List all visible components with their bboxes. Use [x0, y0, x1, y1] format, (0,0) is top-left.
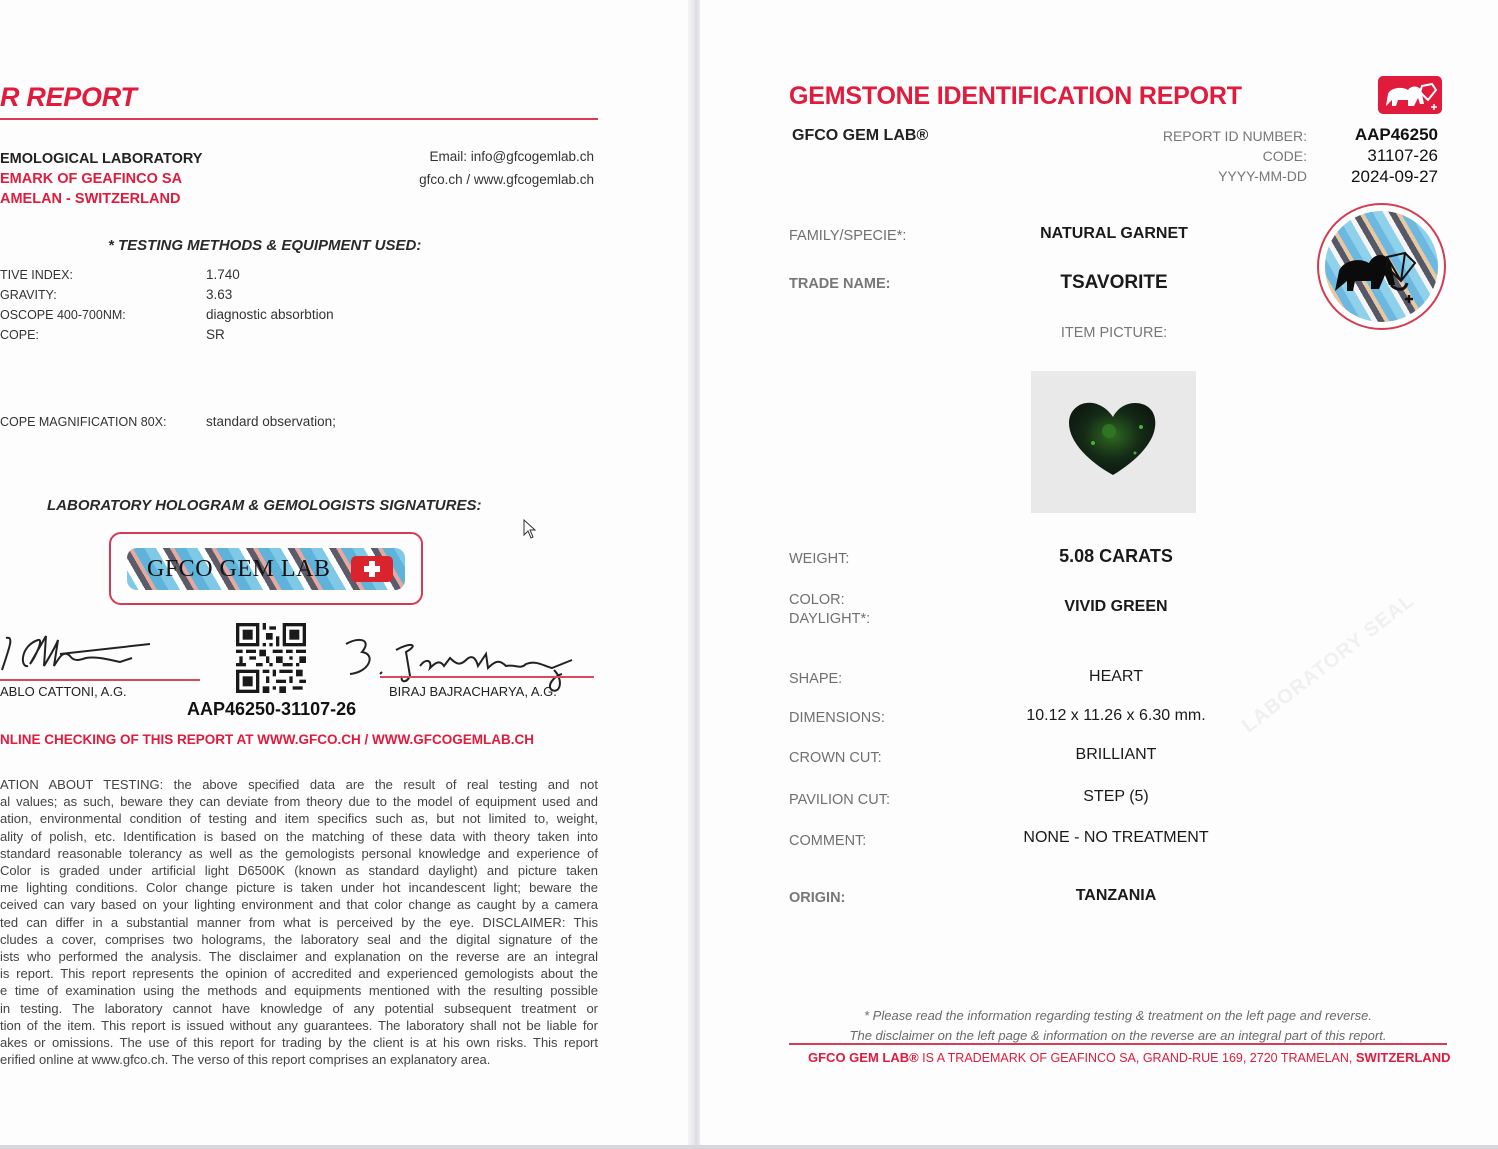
disclaimer-line: tion of the item. This report is issued without any guarantees. The laboratory shall not be liable for	[0, 1017, 598, 1033]
testing-heading: * TESTING METHODS & EQUIPMENT USED:	[108, 237, 422, 254]
contact-web: gfco.ch / www.gfcogemlab.ch	[419, 172, 594, 187]
report-title: GEMSTONE IDENTIFICATION REPORT	[789, 82, 1242, 110]
lab-line-3: AMELAN - SWITZERLAND	[0, 191, 181, 207]
qr-code[interactable]	[234, 623, 308, 693]
code-value: 31107-26	[1367, 146, 1438, 165]
gemologist-1-name: ABLO CATTONI, A.G.	[0, 684, 127, 699]
elephant-logo-icon	[1378, 76, 1442, 114]
comment-label: COMMENT:	[789, 833, 867, 849]
trade-name-value: TSAVORITE	[1060, 272, 1168, 293]
online-check-link[interactable]: NLINE CHECKING OF THIS REPORT AT WWW.GFCO.CH / WWW.GFCOGEMLAB.CH	[0, 732, 534, 747]
swiss-flag-icon	[351, 556, 393, 582]
footer-divider	[789, 1043, 1447, 1045]
report-code: AAP46250-31107-26	[187, 699, 357, 719]
heart-gem-icon	[1031, 371, 1196, 513]
test-label: OSCOPE 400-700NM:	[0, 308, 126, 322]
weight-label: WEIGHT:	[789, 551, 850, 567]
item-picture	[1031, 371, 1196, 513]
test-label: GRAVITY:	[0, 288, 57, 302]
shape-label: SHAPE:	[789, 671, 843, 687]
trade-name-label: TRADE NAME:	[789, 276, 891, 292]
disclaimer-line: Color is graded under artificial light D6500K (known as standard daylight) and picture taken	[0, 863, 598, 879]
color-value: VIVID GREEN	[1064, 598, 1168, 615]
contact-email: Email: info@gfcogemlab.ch	[429, 149, 594, 164]
lab-hologram	[109, 532, 423, 605]
crown-cut-label: CROWN CUT:	[789, 750, 882, 766]
weight-value: 5.08 CARATS	[1059, 546, 1173, 566]
disclaimer-line: erified online at www.gfco.ch. The verso of this report comprises an explanatory area.	[0, 1052, 491, 1068]
hologram-text: GFCO GEM LAB	[147, 556, 331, 582]
color-daylight-label: DAYLIGHT*:	[789, 611, 871, 627]
test-label: COPE MAGNIFICATION 80X:	[0, 415, 167, 429]
disclaimer-line: al values; as such, beware they can deviate from theory due to the model of equipment used and	[0, 794, 598, 810]
footnote-1: * Please read the information regarding testing & treatment on the left page and reverse.	[863, 1008, 1373, 1023]
page-bottom-edge	[0, 1145, 1498, 1149]
signature-1-line	[0, 679, 200, 681]
lab-line-2: EMARK OF GEAFINCO SA	[0, 171, 183, 187]
origin-value: TANZANIA	[1075, 887, 1157, 904]
comment-value: NONE - NO TREATMENT	[1023, 829, 1209, 846]
gemologist-2-name: BIRAJ BAJRACHARYA, A.G.	[389, 684, 557, 699]
test-label: COPE:	[0, 328, 39, 342]
disclaimer-line: ted can differ in a substantial manner from what is perceived by the eye. DISCLAIMER: This	[0, 914, 598, 930]
signature-2-line	[380, 676, 594, 678]
footer-country: SWITZERLAND	[1355, 1050, 1451, 1065]
test-value: diagnostic absorbtion	[206, 307, 334, 322]
disclaimer-line: standard reasonable tolerancy as well as the gemologists personal knowledge and experience of	[0, 845, 598, 861]
footnote-2: The disclaimer on the left page & information on the reverse are an integral part of this report.	[849, 1028, 1387, 1043]
disclaimer-line: in testing. The laboratory cannot have knowledge of any potential subsequent treatment or	[0, 1000, 598, 1016]
left-page-title: R REPORT	[0, 82, 137, 112]
report-id-label: REPORT ID NUMBER:	[1162, 128, 1307, 144]
testing-disclaimer	[0, 776, 598, 1068]
date-label: YYYY-MM-DD	[1218, 168, 1307, 184]
dimensions-value: 10.12 x 11.26 x 6.30 mm.	[1026, 707, 1206, 724]
mouse-cursor-icon	[523, 519, 537, 539]
item-picture-label: ITEM PICTURE:	[1060, 325, 1168, 341]
hologram-sticker	[127, 548, 405, 590]
disclaimer-line: akes or omissions. The use of this report for trading by the client is at his own risks. This report	[0, 1035, 598, 1051]
report-id-value: AAP46250	[1354, 125, 1438, 144]
disclaimer-line: ality of polish, etc. Identification is based on the matching of these data with theory taken into	[0, 828, 598, 844]
report-left-page	[0, 0, 690, 1146]
lab-line-1: EMOLOGICAL LABORATORY	[0, 151, 203, 167]
title-divider	[0, 118, 598, 120]
test-value: standard observation;	[206, 414, 336, 429]
lab-name: GFCO GEM LAB®	[792, 127, 929, 144]
color-label: COLOR:	[789, 592, 845, 608]
family-label: FAMILY/SPECIE*:	[789, 228, 907, 244]
laboratory-seal	[1317, 203, 1446, 330]
footer-trademark	[808, 1050, 1450, 1065]
disclaimer-line: cludes a cover, comprises two holograms, the laboratory seal and the digital signature of the	[0, 931, 598, 947]
test-value: 1.740	[206, 267, 240, 282]
disclaimer-line: ATION ABOUT TESTING: the above specified data are the result of real testing and not	[0, 777, 598, 792]
shape-value: HEART	[1089, 668, 1143, 685]
footer-address: IS A TRADEMARK OF GEAFINCO SA, GRAND-RUE 169, 2720 TRAMELAN,	[922, 1051, 1353, 1065]
disclaimer-line: me lighting conditions. Color change picture is taken under hot incandescent light; beware the	[0, 880, 598, 896]
date-value: 2024-09-27	[1351, 167, 1438, 186]
pavilion-cut-value: STEP (5)	[1083, 788, 1149, 805]
test-label: TIVE INDEX:	[0, 268, 73, 282]
family-value: NATURAL GARNET	[1040, 225, 1188, 242]
test-value: SR	[206, 327, 225, 342]
elephant-diamond-icon	[1325, 211, 1438, 322]
code-label: CODE:	[1262, 148, 1307, 164]
disclaimer-line: ceived can vary based on your lighting environment and that color change as caught by a camera	[0, 897, 598, 913]
disclaimer-line: ation, environmental condition of testing and item specifics such as, but not limited to, weight,	[0, 811, 598, 827]
crown-cut-value: BRILLIANT	[1075, 746, 1157, 763]
signature-1-icon	[0, 626, 160, 682]
pavilion-cut-label: PAVILION CUT:	[789, 792, 890, 808]
disclaimer-line: e time of examination using the methods and equipments mentioned with the resulting possible	[0, 983, 598, 999]
disclaimer-line: ists who performed the analysis. The disclaimer and explanation on the reverse are an integral	[0, 949, 598, 965]
signatures-heading: LABORATORY HOLOGRAM & GEMOLOGISTS SIGNATURES:	[47, 497, 482, 514]
disclaimer-line: is report. This report represents the opinion of accredited and experienced gemologists about the	[0, 966, 598, 982]
origin-label: ORIGIN:	[789, 890, 846, 906]
footer-brand: GFCO GEM LAB®	[808, 1050, 919, 1065]
dimensions-label: DIMENSIONS:	[789, 710, 885, 726]
laboratory-seal-watermark: LABORATORY SEAL	[1238, 589, 1419, 738]
test-value: 3.63	[206, 287, 233, 302]
